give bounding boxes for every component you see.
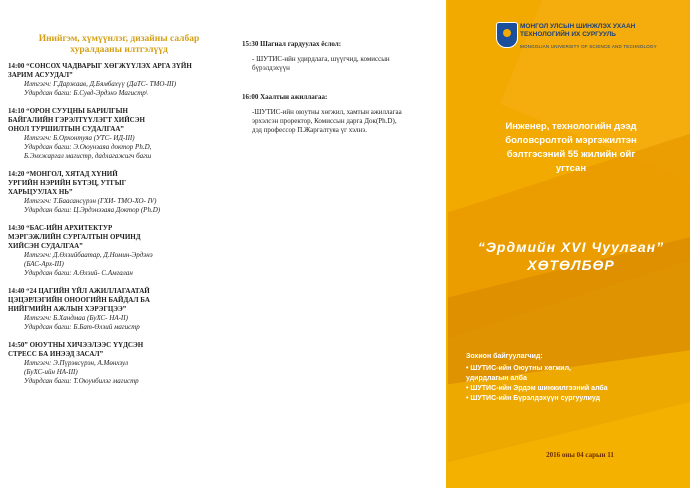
session-advisor: Удирдсан багш: Б.Бат-Өлзий магистр	[24, 323, 140, 331]
session-item	[8, 62, 230, 98]
award-title: 15:30 Шагнал гардуулах ёслол:	[242, 40, 342, 48]
session-presenter: Илтгэгч: Д.Өлзийбаатар, Д.Номин-Эрдэнэ (БАС-Арх-III)	[24, 251, 153, 268]
session-item	[8, 107, 230, 161]
session-title: 14:00 “СОНСОХ ЧАДВАРЫГ ХӨГЖҮҮЛЭХ АРГА ЗҮЙН ЗАРИМ АСУУДАЛ”	[8, 62, 192, 79]
session-item	[8, 224, 230, 278]
session-presenter: Илтгэгч: Б.Хандмаа (БуХС- НА-II)	[24, 314, 128, 322]
organizers	[466, 352, 676, 404]
award-block	[242, 40, 442, 73]
session-column	[8, 34, 230, 395]
organizer-item: • ШУТИС-ийн Эрдэм шинжилгээний алба	[466, 385, 608, 392]
session-advisor: Удирдсан багш: Э.Оюунзаяа доктор Ph.D, Б.Энхжаргал магистр, дадлагажигч багш	[24, 143, 152, 160]
session-presenter: Илтгэгч: Г.Даржаав, Д.Бямбахүү (ДаТС- ТМО-III)	[24, 80, 177, 88]
session-title: 14:20 “МОНГОЛ, ХЯТАД ХҮНИЙ УРГИЙН НЭРИЙН БҮТЭЦ, УТГЫГ ХАРЬЦУУЛАХ НЬ”	[8, 170, 127, 196]
session-presenter: Илтгэгч: Б.Орхонтуяа (УТС- ИД-III)	[24, 134, 135, 142]
session-advisor: Удирдсан багш: Б.Сувд-Эрдэнэ Магистр\	[24, 89, 148, 97]
session-title: 14:40 “24 ЦАГИЙН ҮЙЛ АЖИЛЛАГААТАЙ ЦЭЦЭРЛЭГИЙН ОНООГИЙН БАЙДАЛ БА НИЙГМИЙН АЖЛЫН ХЭРЭГЦЭЭ”	[8, 287, 150, 313]
session-item	[8, 170, 230, 215]
university-name-en: MONGOLIAN UNIVERSITY OF SCIENCE AND TECHNOLOGY	[520, 44, 657, 49]
session-title: 14:50” ОЮУТНЫ ХИЧЭЭЛЭЭС ҮҮДСЭН СТРЕСС БА ИНЭЭД ЗАСАЛ”	[8, 341, 144, 358]
organizers-label: Зохион байгуулагчид:	[466, 353, 543, 360]
organizer-item: • ШУТИС-ийн Оюутны хөгжил, удирдлагын алба	[466, 365, 571, 382]
closing-item: -ШУТИС-ийн оюутны хөгжил, хамтын ажиллагаа эрхэлсэн проректор, Комиссын дарга Док(Ph.D), дэд профессор П.Жаргалтуяа үг хэлнэ.	[252, 108, 402, 134]
cover-title: “Эрдмийн XVI Чуулган” ХӨТӨЛБӨР	[477, 239, 665, 273]
university-name: МОНГОЛ УЛСЫН ШИНЖЛЭХ УХААН ТЕХНОЛОГИЙН ИХ СУРГУУЛЬ	[520, 23, 636, 38]
section-title: Инийгэм, хүмүүнлэг, дизайны салбар хуралдааны илтгэлүүд	[38, 34, 200, 55]
closing-title: 16:00 Хаалтын ажиллагаа:	[242, 93, 328, 101]
award-item: - ШУТИС-ийн удирдлага, шүүгчид, комиссын бүрэлдэхүүн	[252, 55, 390, 72]
university-logo-icon	[496, 22, 518, 48]
cover-intro: Инженер, технологийн дээд боловсролтой мэргэжилтэн бэлтгэсэний 55 жилийн ойг угтсан	[505, 121, 637, 174]
session-presenter: Илтгэгч: Э.Пүрэвсүрэн, А.Мөнхзул (БуХС-ийн НА-III)	[24, 359, 129, 376]
closing-block	[242, 93, 442, 135]
session-presenter: Илтгэгч: Т.Баасансүрэн (ГХИ- ТМО-ХО- IV)	[24, 197, 157, 205]
session-item	[8, 287, 230, 332]
session-item	[8, 341, 230, 386]
session-title: 14:10 “ОРОН СУУЦНЫ БАРИЛГЫН БАЙГАЛИЙН ГЭРЭЛТҮҮЛЭГТ ХИЙСЭН ОНОЛ ТУРШИЛТЫН СУДАЛГАА”	[8, 107, 145, 133]
session-advisor: Удирдсан багш: Т.Оюунбилэг магистр	[24, 377, 139, 385]
closing-column	[242, 40, 442, 155]
event-date: 2016 оны 04 сарын 11	[546, 451, 614, 459]
session-advisor: Удирдсан багш: Ц.Эрдэнэзаяа Доктор (Ph.D)	[24, 206, 161, 214]
session-title: 14:30 “БАС-ИЙН АРХИТЕКТУР МЭРГЭЖЛИЙН СУРГАЛТЫН ОРЧИНД ХИЙСЭН СУДАЛГАА”	[8, 224, 141, 250]
organizer-item: • ШУТИС-ийн Бүрэлдэхүүн сургуулиуд	[466, 395, 601, 402]
session-advisor: Удирдсан багш: А.Өлзий- С.Амгалан	[24, 269, 133, 277]
